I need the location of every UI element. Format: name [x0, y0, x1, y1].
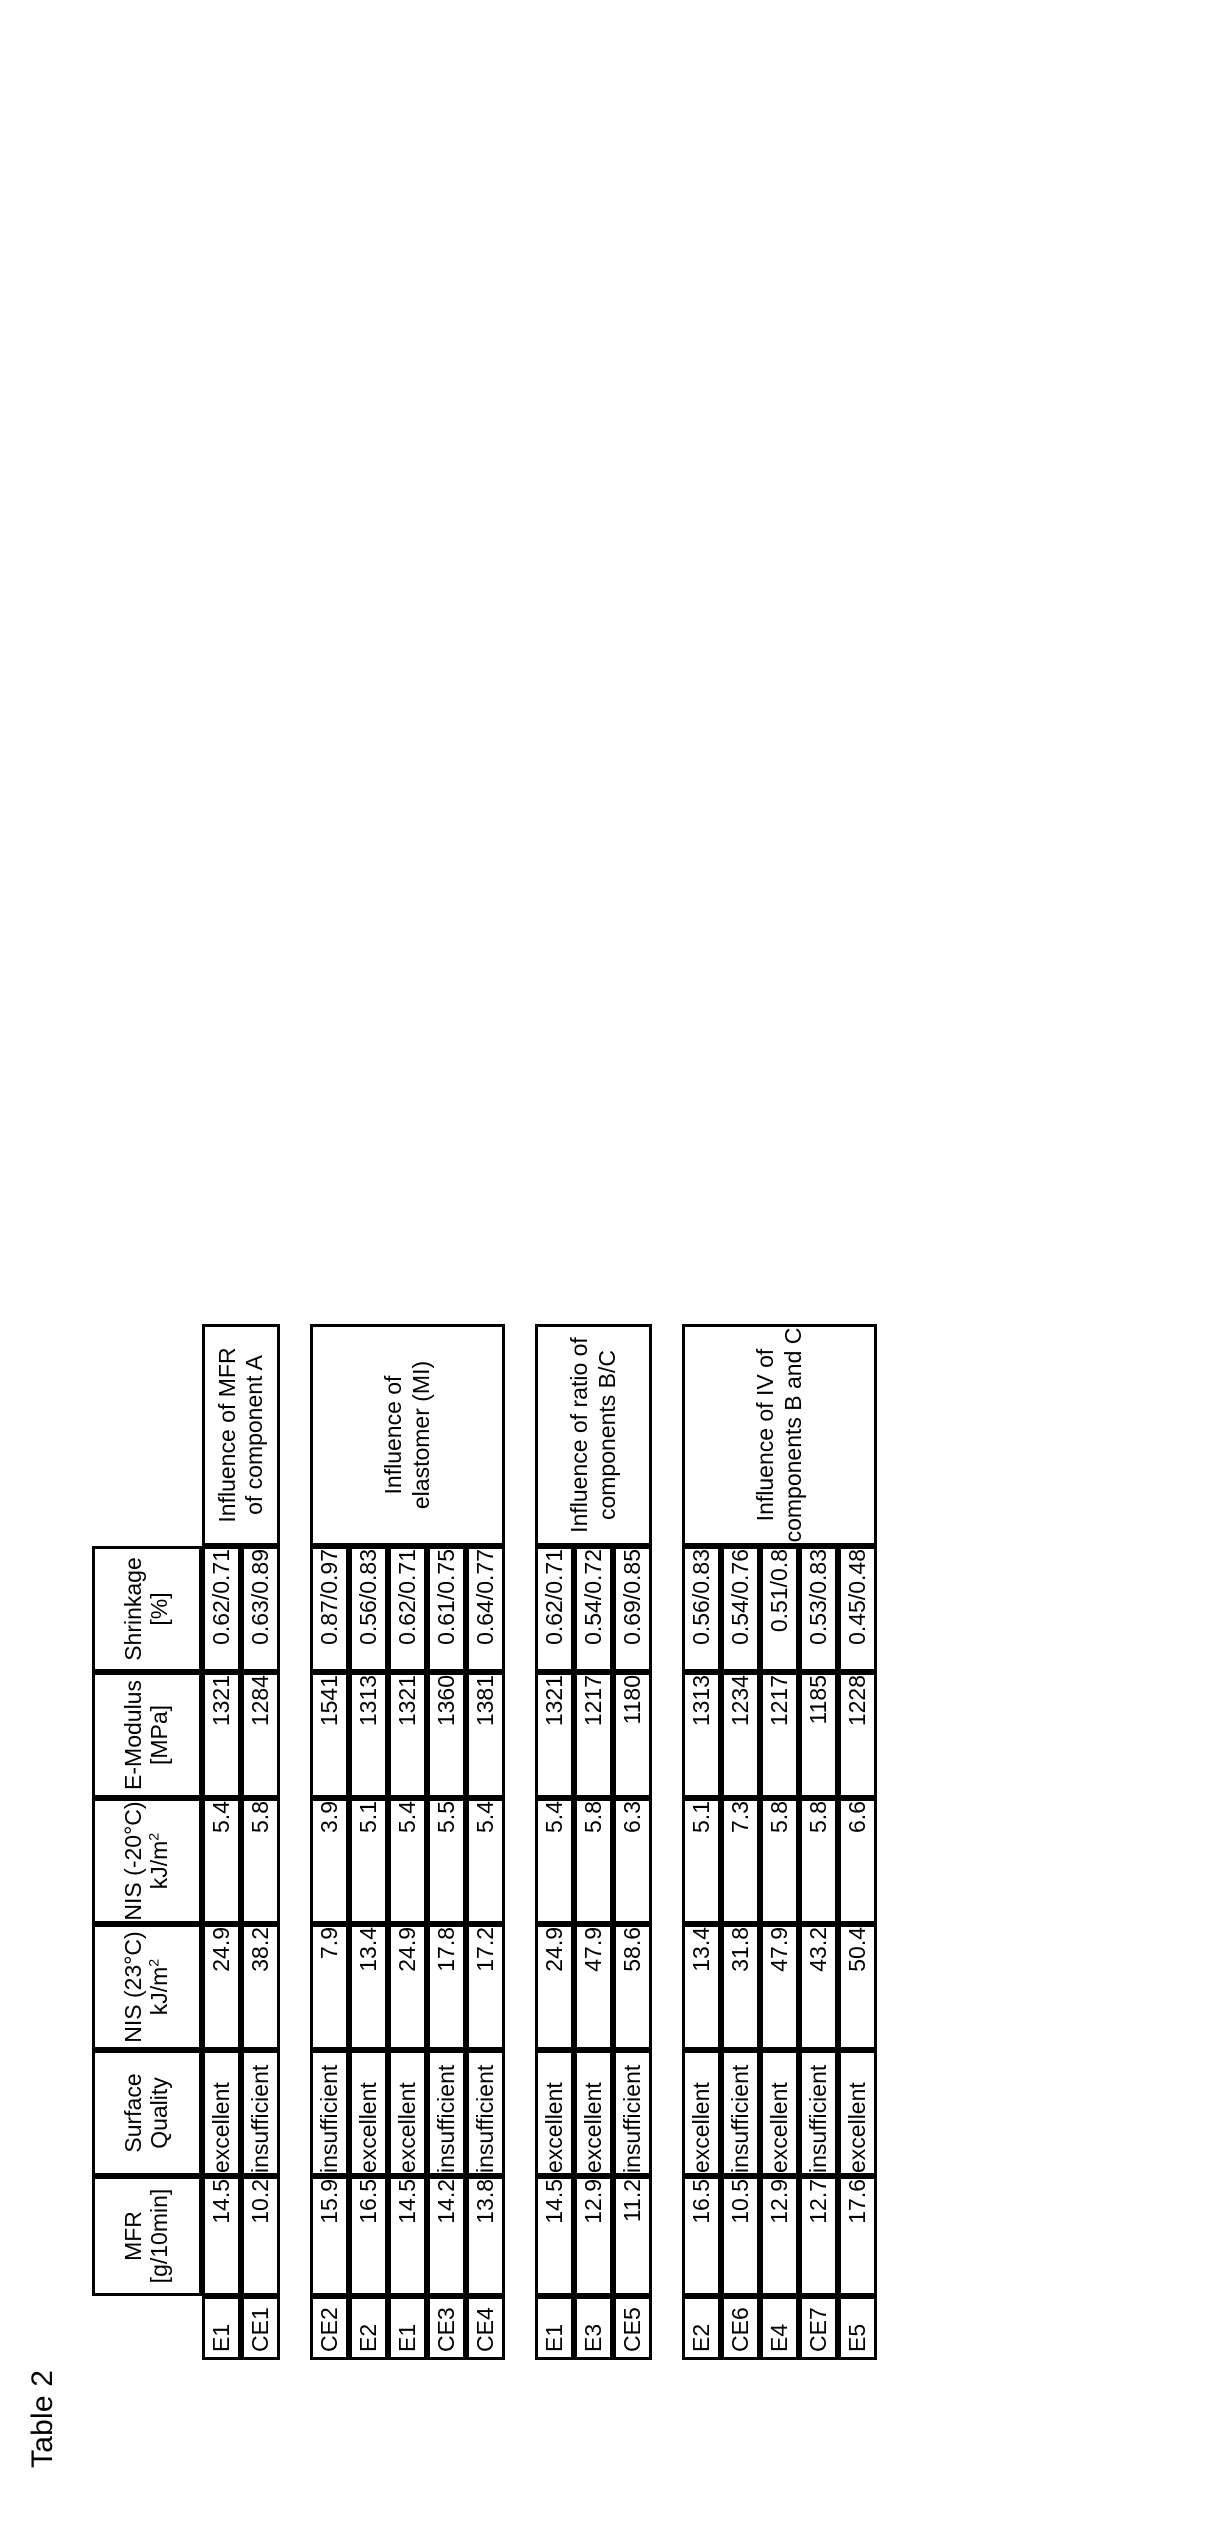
row-label: CE4 — [466, 2296, 505, 2360]
nis-23-value: 13.4 — [682, 1924, 721, 2050]
group-note-line2: elastomer (MI) — [407, 1360, 434, 1510]
row-label: CE5 — [613, 2296, 652, 2360]
shrinkage-value: 0.51/0.8 — [760, 1546, 799, 1672]
e-modulus-value: 1185 — [799, 1672, 838, 1798]
shrinkage-value: 0.53/0.83 — [799, 1546, 838, 1672]
group-note-line2: components B/C — [593, 1349, 620, 1521]
nis-23-value: 24.9 — [535, 1924, 574, 2050]
spacer-cell — [652, 1924, 682, 2050]
table-row — [535, 1324, 574, 2360]
e-modulus-value: 1321 — [535, 1672, 574, 1798]
row-label: E2 — [682, 2296, 721, 2360]
e-modulus-value: 1541 — [310, 1672, 349, 1798]
spacer-cell — [505, 1324, 535, 1546]
group-note-line1: Influence of ratio of — [566, 1337, 593, 1533]
row-label: CE7 — [799, 2296, 838, 2360]
table-2-container — [92, 1324, 877, 2360]
row-label: E3 — [574, 2296, 613, 2360]
mfr-value: 13.8 — [466, 2176, 505, 2296]
header-mfr-line1: MFR — [120, 2211, 147, 2261]
mfr-value: 10.2 — [241, 2176, 280, 2296]
shrinkage-value: 0.45/0.48 — [838, 1546, 877, 1672]
nis-23-value: 24.9 — [388, 1924, 427, 2050]
row-label: E2 — [349, 2296, 388, 2360]
mfr-value: 12.9 — [574, 2176, 613, 2296]
row-label: E4 — [760, 2296, 799, 2360]
group-spacer-row — [652, 1324, 682, 2360]
header-mfr — [92, 2176, 202, 2296]
nis-minus20-value: 5.8 — [799, 1798, 838, 1924]
surface-quality-value: insufficient — [613, 2050, 652, 2176]
table-row — [202, 1324, 241, 2360]
mfr-value: 14.2 — [427, 2176, 466, 2296]
row-label: E1 — [202, 2296, 241, 2360]
surface-quality-value: insufficient — [466, 2050, 505, 2176]
nis-23-value: 47.9 — [760, 1924, 799, 2050]
nis-23-value: 43.2 — [799, 1924, 838, 2050]
group-spacer-row — [280, 1324, 310, 2360]
nis-minus20-value: 5.4 — [202, 1798, 241, 1924]
header-nis-minus20-line1: NIS (-20°C) — [120, 1801, 147, 1921]
table-body — [202, 1324, 877, 2360]
table-2 — [92, 1324, 877, 2360]
e-modulus-value: 1284 — [241, 1672, 280, 1798]
row-label: CE6 — [721, 2296, 760, 2360]
header-note — [92, 1324, 202, 1546]
spacer-cell — [505, 1798, 535, 1924]
mfr-value: 16.5 — [349, 2176, 388, 2296]
surface-quality-value: insufficient — [721, 2050, 760, 2176]
group-note-line1: Influence of — [380, 1375, 407, 1495]
nis-minus20-value: 3.9 — [310, 1798, 349, 1924]
group-note-line2: of component A — [241, 1355, 267, 1515]
header-row-label — [92, 2296, 202, 2360]
group-spacer-row — [505, 1324, 535, 2360]
spacer-cell — [505, 2296, 535, 2360]
mfr-value: 17.6 — [838, 2176, 877, 2296]
e-modulus-value: 1234 — [721, 1672, 760, 1798]
header-surface-quality-line1: Surface — [120, 2073, 147, 2153]
shrinkage-value: 0.56/0.83 — [682, 1546, 721, 1672]
nis-23-value: 47.9 — [574, 1924, 613, 2050]
header-mfr-line2: [g/10min] — [146, 2188, 172, 2284]
header-shrinkage — [92, 1546, 202, 1672]
shrinkage-value: 0.54/0.76 — [721, 1546, 760, 1672]
nis-23-value: 58.6 — [613, 1924, 652, 2050]
spacer-cell — [652, 1546, 682, 1672]
e-modulus-value: 1321 — [388, 1672, 427, 1798]
header-e-modulus — [92, 1672, 202, 1798]
header-e-modulus-line1: E-Modulus — [120, 1680, 147, 1790]
e-modulus-value: 1217 — [760, 1672, 799, 1798]
spacer-cell — [280, 1324, 310, 1546]
mfr-value: 14.5 — [535, 2176, 574, 2296]
mfr-value: 10.5 — [721, 2176, 760, 2296]
spacer-cell — [280, 1798, 310, 1924]
header-surface-quality — [92, 2050, 202, 2176]
header-surface-quality-line2: Quality — [146, 2077, 172, 2149]
mfr-value: 15.9 — [310, 2176, 349, 2296]
nis-minus20-value: 5.8 — [241, 1798, 280, 1924]
spacer-cell — [652, 1798, 682, 1924]
table-row — [310, 1324, 349, 2360]
surface-quality-value: excellent — [682, 2050, 721, 2176]
shrinkage-value: 0.64/0.77 — [466, 1546, 505, 1672]
row-label: E1 — [388, 2296, 427, 2360]
nis-minus20-value: 6.3 — [613, 1798, 652, 1924]
e-modulus-value: 1360 — [427, 1672, 466, 1798]
spacer-cell — [505, 1672, 535, 1798]
spacer-cell — [652, 2050, 682, 2176]
header-nis-23-exponent: 2 — [146, 1958, 163, 1967]
surface-quality-value: excellent — [535, 2050, 574, 2176]
e-modulus-value: 1228 — [838, 1672, 877, 1798]
spacer-cell — [505, 2050, 535, 2176]
shrinkage-value: 0.56/0.83 — [349, 1546, 388, 1672]
mfr-value: 12.9 — [760, 2176, 799, 2296]
spacer-cell — [652, 1324, 682, 1546]
header-nis-minus20-unit: kJ/m — [146, 1840, 172, 1890]
e-modulus-value: 1381 — [466, 1672, 505, 1798]
nis-minus20-value: 5.8 — [574, 1798, 613, 1924]
group-note-line2: components B and C — [779, 1327, 806, 1543]
mfr-value: 12.7 — [799, 2176, 838, 2296]
spacer-cell — [280, 2296, 310, 2360]
shrinkage-value: 0.54/0.72 — [574, 1546, 613, 1672]
nis-23-value: 50.4 — [838, 1924, 877, 2050]
header-nis-23-unit: kJ/m — [146, 1966, 172, 2016]
row-label: E1 — [535, 2296, 574, 2360]
group-note — [310, 1324, 505, 1546]
spacer-cell — [652, 1672, 682, 1798]
surface-quality-value: insufficient — [799, 2050, 838, 2176]
nis-23-value: 13.4 — [349, 1924, 388, 2050]
e-modulus-value: 1180 — [613, 1672, 652, 1798]
group-note-line1: Influence of MFR — [213, 1347, 240, 1523]
shrinkage-value: 0.63/0.89 — [241, 1546, 280, 1672]
shrinkage-value: 0.62/0.71 — [202, 1546, 241, 1672]
e-modulus-value: 1321 — [202, 1672, 241, 1798]
table-caption: Table 2 — [26, 2369, 59, 2468]
mfr-value: 16.5 — [682, 2176, 721, 2296]
table-header — [92, 1324, 202, 2360]
group-note — [682, 1324, 877, 1546]
row-label: E5 — [838, 2296, 877, 2360]
shrinkage-value: 0.69/0.85 — [613, 1546, 652, 1672]
group-note — [535, 1324, 652, 1546]
surface-quality-value: insufficient — [427, 2050, 466, 2176]
group-note — [202, 1324, 280, 1546]
row-label: CE1 — [241, 2296, 280, 2360]
spacer-cell — [505, 1924, 535, 2050]
nis-minus20-value: 5.1 — [349, 1798, 388, 1924]
nis-minus20-value: 6.6 — [838, 1798, 877, 1924]
shrinkage-value: 0.62/0.71 — [388, 1546, 427, 1672]
surface-quality-value: excellent — [388, 2050, 427, 2176]
header-nis-23 — [92, 1924, 202, 2050]
row-label: CE2 — [310, 2296, 349, 2360]
spacer-cell — [280, 1546, 310, 1672]
surface-quality-value: excellent — [574, 2050, 613, 2176]
spacer-cell — [280, 1924, 310, 2050]
header-row — [92, 1324, 202, 2360]
spacer-cell — [505, 2176, 535, 2296]
surface-quality-value: excellent — [202, 2050, 241, 2176]
nis-23-value: 24.9 — [202, 1924, 241, 2050]
spacer-cell — [280, 2050, 310, 2176]
header-nis-23-line1: NIS (23°C) — [120, 1931, 147, 2043]
nis-23-value: 31.8 — [721, 1924, 760, 2050]
header-nis-minus20-line2 — [147, 1801, 173, 1921]
nis-minus20-value: 5.4 — [466, 1798, 505, 1924]
nis-23-value: 17.8 — [427, 1924, 466, 2050]
e-modulus-value: 1313 — [682, 1672, 721, 1798]
nis-minus20-value: 5.5 — [427, 1798, 466, 1924]
nis-23-value: 7.9 — [310, 1924, 349, 2050]
nis-minus20-value: 5.4 — [388, 1798, 427, 1924]
nis-minus20-value: 5.1 — [682, 1798, 721, 1924]
header-nis-23-line2 — [147, 1927, 173, 2047]
mfr-value: 14.5 — [202, 2176, 241, 2296]
surface-quality-value: excellent — [838, 2050, 877, 2176]
shrinkage-value: 0.87/0.97 — [310, 1546, 349, 1672]
spacer-cell — [652, 2176, 682, 2296]
nis-23-value: 38.2 — [241, 1924, 280, 2050]
surface-quality-value: insufficient — [310, 2050, 349, 2176]
e-modulus-value: 1313 — [349, 1672, 388, 1798]
nis-minus20-value: 5.4 — [535, 1798, 574, 1924]
surface-quality-value: excellent — [760, 2050, 799, 2176]
shrinkage-value: 0.61/0.75 — [427, 1546, 466, 1672]
table-row — [682, 1324, 721, 2360]
group-note-line1: Influence of IV of — [752, 1348, 779, 1522]
row-label: CE3 — [427, 2296, 466, 2360]
mfr-value: 11.2 — [613, 2176, 652, 2296]
mfr-value: 14.5 — [388, 2176, 427, 2296]
surface-quality-value: insufficient — [241, 2050, 280, 2176]
header-nis-minus20-exponent: 2 — [146, 1832, 163, 1841]
nis-minus20-value: 5.8 — [760, 1798, 799, 1924]
e-modulus-value: 1217 — [574, 1672, 613, 1798]
nis-minus20-value: 7.3 — [721, 1798, 760, 1924]
spacer-cell — [280, 2176, 310, 2296]
surface-quality-value: excellent — [349, 2050, 388, 2176]
header-e-modulus-line2: [MPa] — [146, 1704, 172, 1766]
nis-23-value: 17.2 — [466, 1924, 505, 2050]
header-shrinkage-line2: [%] — [146, 1592, 172, 1626]
spacer-cell — [652, 2296, 682, 2360]
spacer-cell — [280, 1672, 310, 1798]
spacer-cell — [505, 1546, 535, 1672]
shrinkage-value: 0.62/0.71 — [535, 1546, 574, 1672]
header-shrinkage-line1: Shrinkage — [120, 1557, 147, 1661]
header-nis-minus20 — [92, 1798, 202, 1924]
